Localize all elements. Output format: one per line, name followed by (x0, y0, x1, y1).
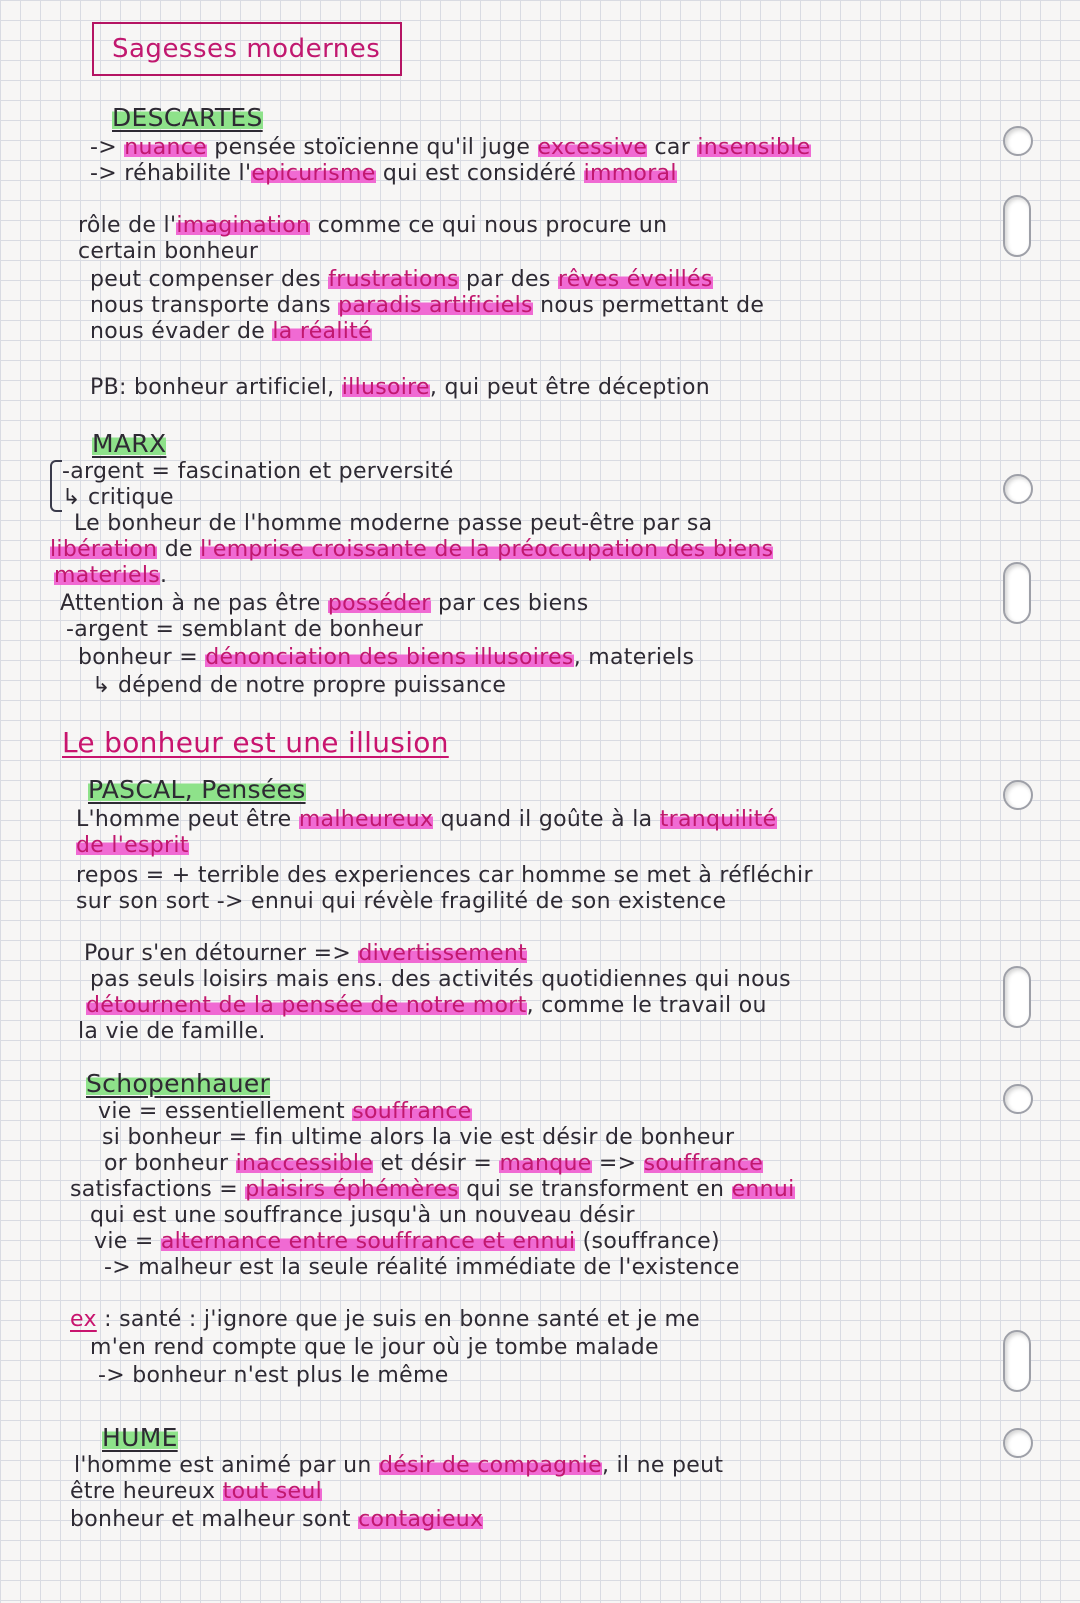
descartes-line-7: nous évader de la réalité (90, 319, 372, 344)
schopenhauer-line-2: si bonheur = fin ultime alors la vie est désir de bonheur (102, 1125, 735, 1150)
pascal-line-2: de l'esprit (76, 833, 189, 858)
binder-hole (1003, 1330, 1031, 1392)
hume-line-2: être heureux tout seul (70, 1479, 323, 1504)
pascal-heading: PASCAL, Pensées (88, 775, 306, 804)
page-title: Sagesses modernes (92, 22, 402, 76)
example-line-2: m'en rend compte que le jour où je tombe malade (90, 1335, 659, 1360)
descartes-line-3: rôle de l'imagination comme ce qui nous procure un (78, 213, 668, 238)
example-line-3: -> bonheur n'est plus le même (98, 1363, 449, 1388)
schopenhauer-line-6: vie = alternance entre souffrance et ennui (souffrance) (94, 1229, 720, 1254)
marx-line-3: Le bonheur de l'homme moderne passe peut-être par sa (74, 511, 713, 536)
binder-hole (1003, 1084, 1033, 1114)
pascal-line-8: la vie de famille. (78, 1019, 266, 1044)
binder-hole (1003, 966, 1031, 1028)
marx-line-2: ↳ critique (62, 485, 174, 510)
descartes-line-6: nous transporte dans paradis artificiels nous permettant de (90, 293, 765, 318)
pascal-line-5: Pour s'en détourner => divertissement (84, 941, 527, 966)
pascal-line-7: détournent de la pensée de notre mort, comme le travail ou (86, 993, 767, 1018)
schopenhauer-line-7: -> malheur est la seule réalité immédiate de l'existence (104, 1255, 740, 1280)
descartes-line-1: -> nuance pensée stoïcienne qu'il juge excessive car insensible (90, 135, 811, 160)
schopenhauer-line-1: vie = essentiellement souffrance (98, 1099, 472, 1124)
hume-line-3: bonheur et malheur sont contagieux (70, 1507, 484, 1532)
schopenhauer-line-3: or bonheur inaccessible et désir = manque => souffrance (104, 1151, 764, 1176)
binder-hole (1003, 195, 1031, 257)
binder-hole (1003, 474, 1033, 504)
marx-line-5: materiels. (54, 563, 168, 588)
marx-line-6: Attention à ne pas être posséder par ces biens (60, 591, 589, 616)
example-line-1: ex : santé : j'ignore que je suis en bonne santé et je me (70, 1307, 701, 1332)
pascal-line-3: repos = + terrible des experiences car homme se met à réfléchir (76, 863, 813, 888)
schopenhauer-line-4: satisfactions = plaisirs éphémères qui se transforment en ennui (70, 1177, 795, 1202)
marx-line-7: -argent = semblant de bonheur (66, 617, 424, 642)
marx-line-1: -argent = fascination et perversité (62, 459, 454, 484)
binder-hole (1003, 562, 1031, 624)
marx-bracket (50, 460, 62, 512)
marx-line-4: libération de l'emprise croissante de la préoccupation des biens (50, 537, 774, 562)
binder-hole (1003, 126, 1033, 156)
descartes-heading: DESCARTES (112, 103, 263, 132)
descartes-problem: PB: bonheur artificiel, illusoire, qui peut être déception (90, 375, 710, 400)
schopenhauer-heading: Schopenhauer (86, 1069, 271, 1098)
descartes-line-2: -> réhabilite l'epicurisme qui est considéré immoral (90, 161, 677, 186)
binder-hole (1003, 1428, 1033, 1458)
descartes-line-5: peut compenser des frustrations par des rêves éveillés (90, 267, 713, 292)
schopenhauer-line-5: qui est une souffrance jusqu'à un nouveau désir (90, 1203, 635, 1228)
pascal-line-1: L'homme peut être malheureux quand il goûte à la tranquilité (76, 807, 777, 832)
pascal-line-6: pas seuls loisirs mais ens. des activités quotidiennes qui nous (90, 967, 791, 992)
descartes-line-4: certain bonheur (78, 239, 259, 264)
section-heading: Le bonheur est une illusion (62, 726, 449, 759)
hume-line-1: l'homme est animé par un désir de compagnie, il ne peut (74, 1453, 724, 1478)
marx-line-8: bonheur = dénonciation des biens illusoires, materiels (78, 645, 695, 670)
marx-line-9: ↳ dépend de notre propre puissance (92, 673, 507, 698)
binder-hole (1003, 780, 1033, 810)
hume-heading: HUME (102, 1423, 178, 1452)
marx-heading: MARX (92, 429, 167, 458)
pascal-line-4: sur son sort -> ennui qui révèle fragilité de son existence (76, 889, 727, 914)
